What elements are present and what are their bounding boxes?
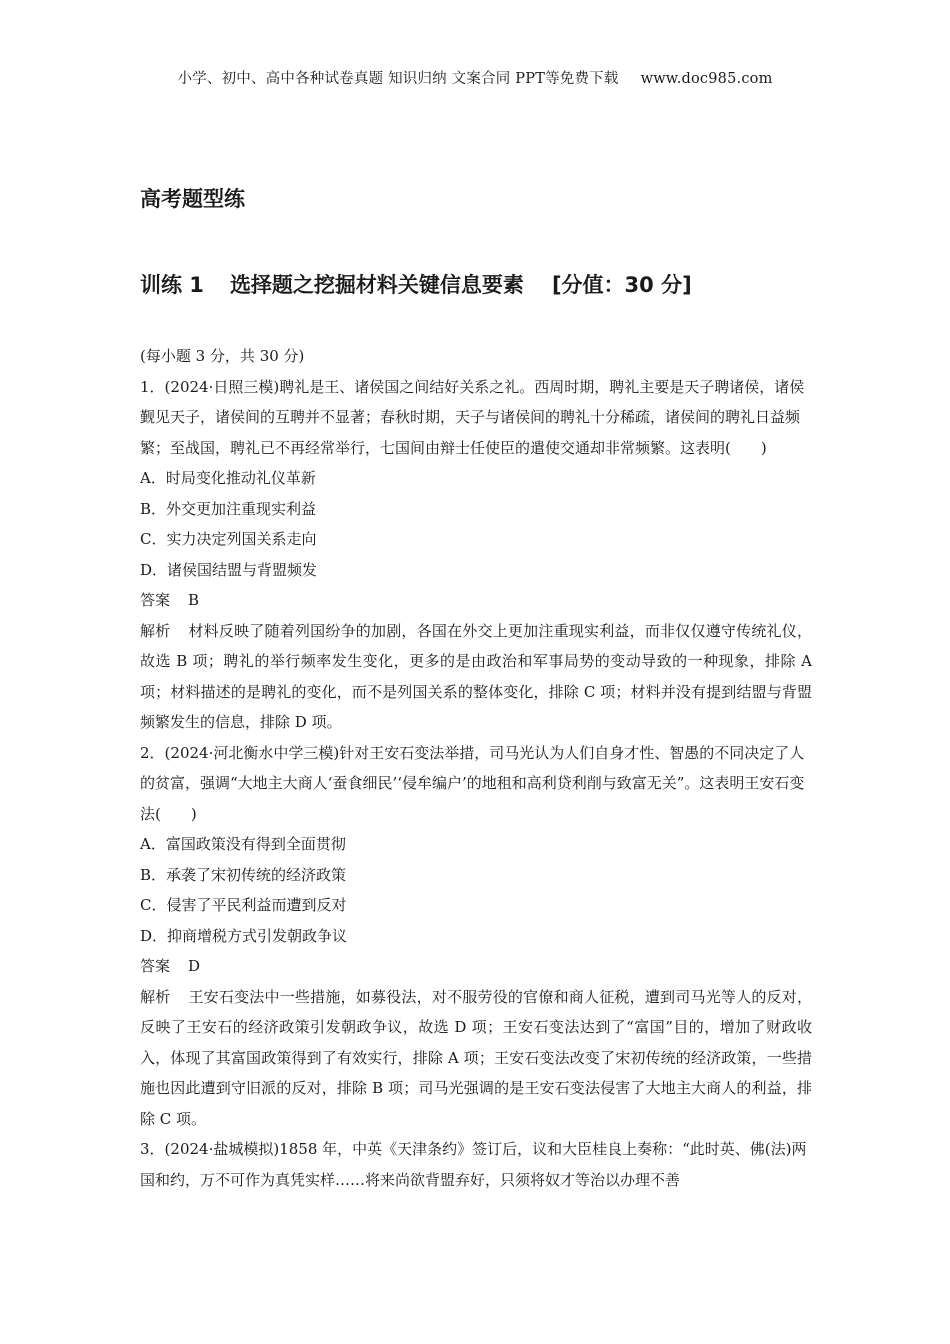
option-b: B．外交更加注重现实利益	[140, 499, 317, 518]
analysis-text: 材料反映了随着列国纷争的加剧，各国在外交上更加注重现实利益，而非仅仅遵守传统礼仪，故选 B 项；聘礼的举行频率发生变化，更多的是由政治和军事局势的变动导致的一种现象，排除 A 项；材料描述的是聘礼的变化，而不是列国关系的整体变化，排除 C 项；材料并没有提到结盟与背盟频繁发生的信息，排除 D 项。	[140, 621, 812, 731]
answer	[140, 951, 812, 982]
header-text: 小学、初中、高中各种试卷真题 知识归纳 文案合同 PPT等免费下载	[177, 71, 619, 87]
training-score: [分值：30 分]	[551, 273, 692, 297]
training-title	[140, 269, 692, 299]
analysis	[140, 616, 812, 738]
answer-label: 答案	[140, 591, 171, 609]
answer-value: D	[188, 957, 201, 975]
analysis-label: 解析	[140, 987, 171, 1006]
instruction: (每小题 3 分，共 30 分)	[140, 347, 305, 365]
option-b: B．承袭了宋初传统的经济政策	[140, 865, 347, 884]
section-title: 高考题型练	[140, 187, 245, 211]
training-topic: 选择题之挖掘材料关键信息要素	[229, 273, 524, 297]
answer-value: B	[188, 591, 200, 609]
analysis-label: 解析	[140, 621, 171, 640]
answer	[140, 585, 812, 616]
option-d: D．抑商增税方式引发朝政争议	[140, 926, 348, 945]
page-header	[0, 67, 950, 88]
option-c: C．实力决定列国关系走向	[140, 530, 317, 548]
option-c: C．侵害了平民利益而遭到反对	[140, 896, 347, 914]
question-stem: 2．(2024·河北衡水中学三模)针对王安石变法举措，司马光认为人们自身才性、智愚的不同决定了人的贫富，强调“大地主大商人‘蚕食细民’‘侵牟编户’的地租和高利贷利削与致富无关”。这表明王安石变法( )	[140, 743, 805, 823]
question-stem: 1．(2024·日照三模)聘礼是王、诸侯国之间结好关系之礼。西周时期，聘礼主要是天子聘诸侯，诸侯觐见天子，诸侯间的互聘并不显著；春秋时期，天子与诸侯间的聘礼十分稀疏，诸侯间的聘礼日益频繁；至战国，聘礼已不再经常举行，七国间由辩士任使臣的遣使交通却非常频繁。这表明( )	[140, 377, 805, 457]
analysis-text: 王安石变法中一些措施，如募役法，对不服劳役的官僚和商人征税，遭到司马光等人的反对，反映了王安石的经济政策引发朝政争议，故选 D 项；王安石变法达到了“富国”目的，增加了财政收入，体现了其富国政策得到了有效实行，排除 A 项；王安石变法改变了宋初传统的经济政策，一些措施也因此遭到守旧派的反对，排除 B 项；司马光强调的是王安石变法侵害了大地主大商人的利益，排除 C 项。	[140, 987, 812, 1128]
option-a: A．富国政策没有得到全面贯彻	[140, 835, 346, 853]
answer-label: 答案	[140, 957, 171, 975]
training-label: 训练 1	[140, 273, 204, 297]
option-a: A．时局变化推动礼仪革新	[140, 469, 316, 487]
analysis	[140, 982, 812, 1135]
question-stem: 3．(2024·盐城模拟)1858 年，中英《天津条约》签订后，议和大臣桂良上奏称：“此时英、佛(法)两国和约，万不可作为真凭实样……将来尚欲背盟弃好，只须将奴才等治以办理不善	[140, 1140, 807, 1189]
question-body	[140, 341, 812, 1195]
header-url[interactable]: www.doc985.com	[640, 71, 773, 87]
option-d: D．诸侯国结盟与背盟频发	[140, 560, 318, 579]
